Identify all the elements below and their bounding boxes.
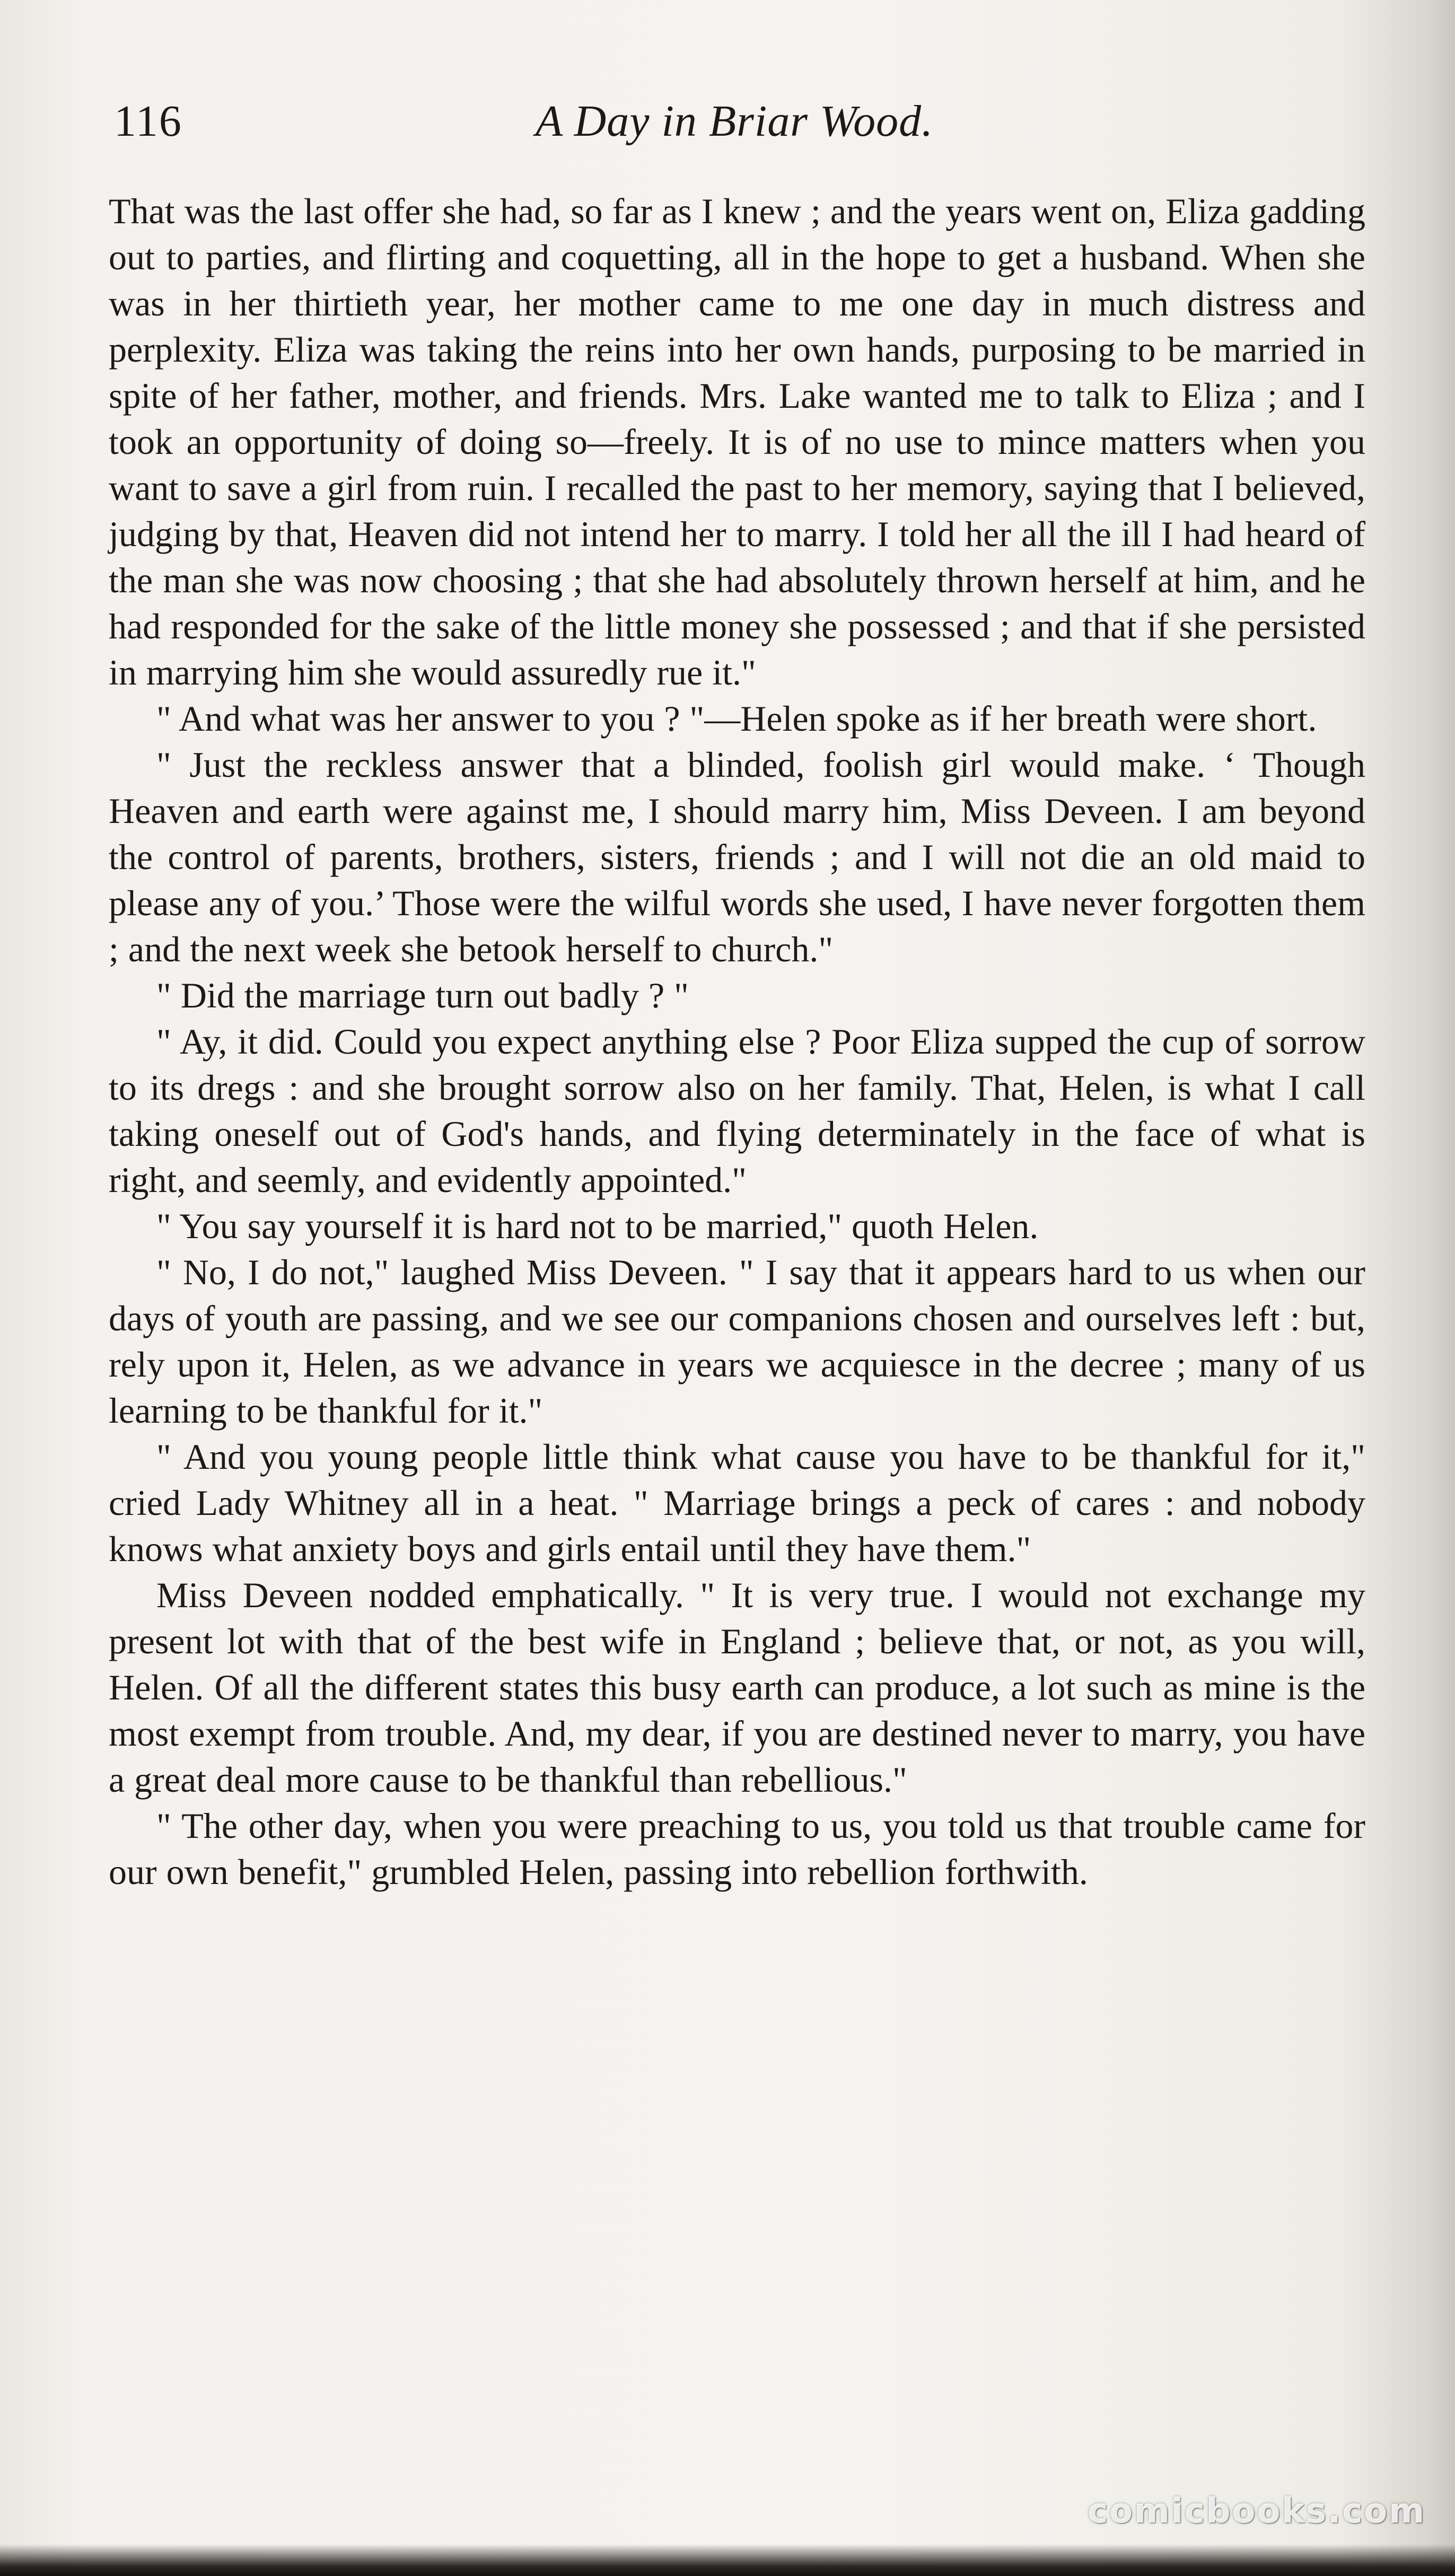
page-number: 116 — [114, 97, 182, 146]
paragraph: That was the last offer she had, so far as I knew ; and the years went on, Eliza gadding out to parties, and flirting and coquetting, all in the hope to get a husband. When she was in her thirtieth year, her mother came to me one day in much distress and perplexity. Eliza was taking the reins into her own hands, purposing to be married in spite of her father, mother, and friends. Mrs. Lake wanted me to talk to Eliza ; and I took an opportunity of doing so—freely. It is of no use to mince matters when you want to save a girl from ruin. I recalled the past to her memory, saying that I believed, judging by that, Heaven did not intend her to marry. I told her all the ill I had heard of the man she was now choosing ; that she had absolutely thrown herself at him, and he had responded for the sake of the little money she possessed ; and that if she persisted in marrying him she would assuredly rue it." — [109, 191, 1365, 693]
paragraph: Miss Deveen nodded emphatically. " It is very true. I would not exchange my present lot with that of the best wife in England ; believe that, or not, as you will, Helen. Of all the different states this busy earth can produce, a lot such as mine is the most exempt from trouble. And, my dear, if you are destined never to marry, you have a great deal more cause to be thankful than rebellious." — [109, 1575, 1365, 1800]
paragraph: " The other day, when you were preaching to us, you told us that trouble came for our own benefit," grumbled Helen, passing into rebellion forthwith. — [109, 1806, 1365, 1892]
paragraph: " Just the reckless answer that a blinded, foolish girl would make. ‘ Though Heaven and earth were against me, I should marry him, Miss Deveen. I am beyond the control of parents, brothers, sisters, friends ; and I will not die an old maid to please any of you.’ Those were the wilful words she used, I have never forgotten them ; and the next week she betook herself to church." — [109, 744, 1365, 969]
paragraph: " Ay, it did. Could you expect anything else ? Poor Eliza supped the cup of sorrow to its dregs : and she brought sorrow also on her family. That, Helen, is what I call taking oneself out of God's hands, and flying determinately in the face of what is right, and seemly, and evidently appointed." — [109, 1021, 1365, 1200]
page-header — [114, 95, 1355, 159]
page-bottom-edge — [0, 2544, 1455, 2576]
paragraph: " And you young people little think what cause you have to be thankful for it," cried Lady Whitney all in a heat. " Marriage brings a peck of cares : and nobody knows what anxiety boys and girls entail until they have them." — [109, 1436, 1365, 1569]
paragraph: " And what was her answer to you ? "—Helen spoke as if her breath were short. — [156, 698, 1317, 739]
body-text — [109, 188, 1365, 1895]
watermark: comicbooks.com — [1088, 2492, 1426, 2531]
paragraph: " You say yourself it is hard not to be married," quoth Helen. — [156, 1206, 1039, 1246]
paragraph: " No, I do not," laughed Miss Deveen. " I say that it appears hard to us when our days of youth are passing, and we see our companions chosen and ourselves left : but, rely upon it, Helen, as we advance in years we acquiesce in the decree ; many of us learning to be thankful for it." — [109, 1252, 1365, 1431]
running-title: A Day in Briar Wood. — [535, 97, 934, 146]
paragraph: " Did the marriage turn out badly ? " — [156, 975, 689, 1015]
